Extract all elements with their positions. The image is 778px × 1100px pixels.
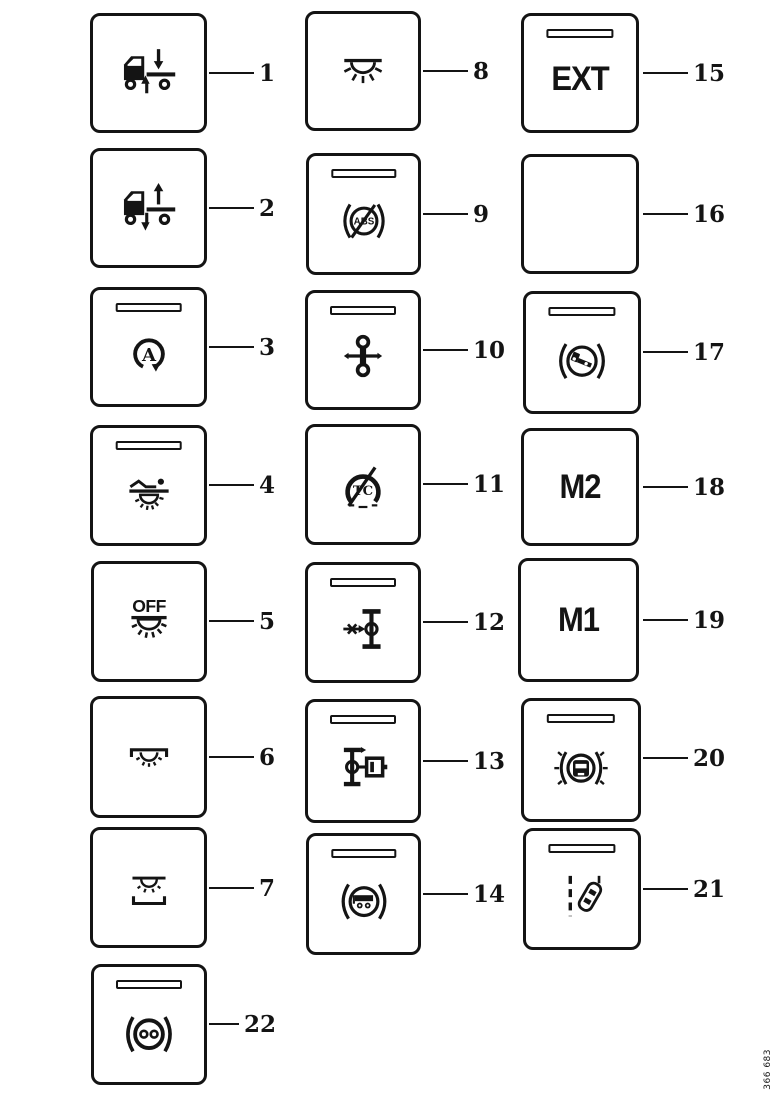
callout-18	[643, 475, 725, 499]
callout-line	[209, 620, 254, 622]
svg-text:A: A	[141, 345, 156, 366]
callout-7	[209, 876, 275, 900]
figure-number: 366 683	[763, 1049, 773, 1090]
callout-line	[209, 887, 254, 889]
callout-number: 12	[473, 608, 506, 636]
callout-17	[643, 340, 725, 364]
callout-number: 18	[693, 473, 726, 501]
callout-line	[643, 757, 688, 759]
callout-number: 16	[693, 200, 726, 228]
switch-button-16	[521, 154, 639, 274]
svg-text:TC: TC	[352, 483, 374, 499]
callout-line	[643, 72, 688, 74]
callout-1	[209, 61, 275, 85]
callout-4	[209, 473, 275, 497]
switch-button-6	[90, 696, 207, 818]
callout-number: 2	[259, 194, 276, 222]
bunk-reading-light-icon	[118, 467, 180, 517]
callout-line	[423, 349, 468, 351]
callout-5	[209, 609, 275, 633]
callout-line	[643, 486, 688, 488]
abs-off-icon	[331, 189, 397, 251]
callout-line	[209, 1023, 239, 1025]
switch-button-5	[91, 561, 207, 682]
auto-mode-icon	[117, 323, 181, 383]
callout-2	[209, 196, 275, 220]
callout-line	[209, 346, 254, 348]
callout-number: 11	[473, 470, 506, 498]
callout-number: 15	[693, 59, 726, 87]
m1-label: M1	[557, 599, 600, 640]
ext-label: EXT	[551, 58, 609, 99]
night-light-icon	[118, 861, 180, 915]
lane-keeping-icon	[549, 862, 615, 928]
callout-line	[423, 213, 468, 215]
callout-number: 17	[693, 338, 726, 366]
indicator-bar	[548, 844, 615, 853]
callout-number: 4	[259, 471, 276, 499]
switch-button-19	[518, 558, 639, 682]
indicator-bar	[330, 715, 396, 724]
switch-button-15	[521, 13, 639, 133]
indicator-bar	[330, 306, 396, 315]
switch-button-11	[305, 424, 421, 545]
switch-button-22	[91, 964, 207, 1085]
callout-line	[209, 207, 254, 209]
callout-number: 6	[259, 743, 276, 771]
callout-line	[643, 619, 688, 621]
callout-number: 8	[473, 57, 490, 85]
wheel-brake-icon	[116, 999, 182, 1063]
switch-button-2	[90, 148, 207, 268]
callout-9	[423, 202, 489, 226]
callout-number: 21	[693, 875, 726, 903]
indicator-bar	[331, 169, 396, 178]
callout-12	[423, 610, 505, 634]
callout-number: 13	[473, 747, 506, 775]
callout-20	[643, 746, 725, 770]
callout-number: 1	[259, 59, 276, 87]
callout-line	[423, 621, 468, 623]
callout-line	[423, 760, 468, 762]
callout-22	[209, 1012, 276, 1036]
svg-text:OFF: OFF	[132, 595, 166, 616]
switch-button-13	[305, 699, 421, 823]
svg-text:ABS: ABS	[353, 216, 374, 228]
switch-button-12	[305, 562, 421, 683]
callout-15	[643, 61, 725, 85]
callout-line	[209, 72, 254, 74]
callout-3	[209, 335, 275, 359]
interior-light-icon	[118, 733, 180, 781]
callout-number: 7	[259, 874, 276, 902]
hill-brake-icon	[549, 327, 615, 391]
switch-button-4	[90, 425, 207, 546]
switch-button-9	[306, 153, 421, 275]
interior-light-off-icon	[116, 591, 182, 653]
switch-button-7	[90, 827, 207, 948]
callout-16	[643, 202, 725, 226]
callout-11	[423, 472, 505, 496]
diff-lock-axle-icon	[332, 598, 394, 660]
truck-chassis-raise-icon	[113, 177, 185, 239]
callout-8	[423, 59, 489, 83]
trailer-brake-icon	[331, 868, 397, 932]
callout-14	[423, 882, 505, 906]
esp-truck-brake-icon	[547, 734, 615, 798]
switch-button-18	[521, 428, 639, 546]
callout-number: 5	[259, 607, 276, 635]
indicator-bar	[331, 849, 396, 858]
callout-21	[643, 877, 725, 901]
callout-6	[209, 745, 275, 769]
switch-button-10	[305, 290, 421, 410]
truck-chassis-lower-icon	[113, 42, 185, 104]
callout-number: 10	[473, 336, 506, 364]
callout-line	[643, 888, 688, 890]
callout-10	[423, 338, 505, 362]
switch-button-14	[306, 833, 421, 955]
callout-line	[209, 756, 254, 758]
m2-label: M2	[559, 466, 601, 507]
callout-line	[643, 213, 688, 215]
callout-number: 19	[693, 606, 726, 634]
switch-button-20	[521, 698, 641, 822]
callout-line	[209, 484, 254, 486]
dome-light-icon	[330, 42, 396, 100]
indicator-bar	[116, 980, 182, 989]
switch-button-21	[523, 828, 641, 950]
callout-number: 22	[244, 1010, 277, 1038]
callout-19	[643, 608, 725, 632]
callout-13	[423, 749, 505, 773]
indicator-bar	[330, 578, 396, 587]
traction-control-off-icon	[330, 453, 396, 517]
indicator-bar	[548, 307, 615, 316]
indicator-bar	[115, 441, 182, 450]
callout-number: 14	[473, 880, 506, 908]
indicator-bar	[115, 303, 182, 312]
callout-line	[423, 70, 468, 72]
switch-button-8	[305, 11, 421, 131]
indicator-bar	[547, 714, 615, 723]
callout-number: 3	[259, 333, 276, 361]
axle-gearbox-icon	[331, 736, 395, 798]
interaxle-diff-lock-icon	[332, 325, 394, 387]
callout-number: 9	[473, 200, 490, 228]
indicator-bar	[546, 29, 613, 38]
callout-line	[423, 893, 468, 895]
callout-line	[643, 351, 688, 353]
switch-button-17	[523, 291, 641, 414]
switch-button-1	[90, 13, 207, 133]
callout-number: 20	[693, 744, 726, 772]
callout-line	[423, 483, 468, 485]
switch-button-3	[90, 287, 207, 407]
